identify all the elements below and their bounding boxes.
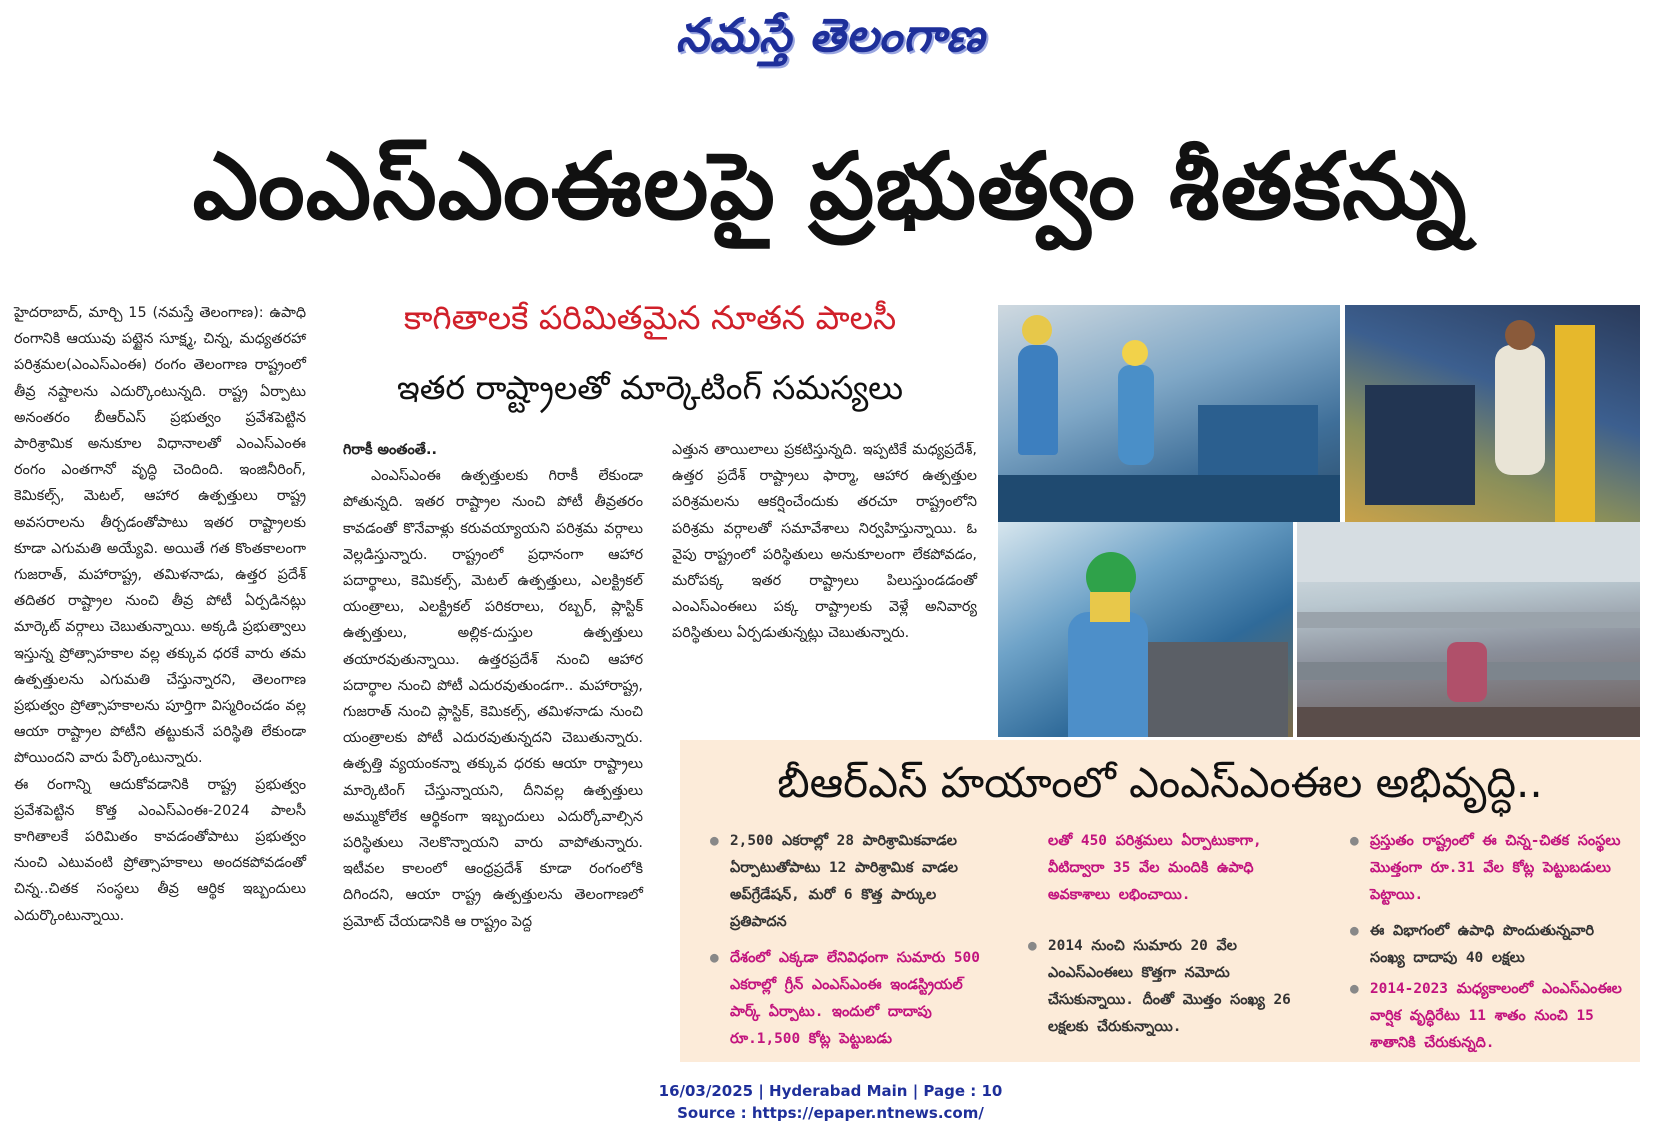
highlight-item: [1350, 976, 1632, 1057]
newspaper-masthead: నమస్తే తెలంగాణ: [675, 8, 986, 62]
factory-photo-garment-workers: [1297, 522, 1640, 737]
highlight-text: దేశంలో ఎక్కడా లేనివిధంగా సుమారు 500 ఎకరాల్లో గ్రీన్ ఎంఎస్ఎంఈ ఇండస్ట్రియల్ పార్క్ ఏర్పాటు. ఇందులో దాదాపు రూ.1,500 కోట్ల పెట్టుబడు: [730, 950, 980, 1047]
bullet-dot-icon: ●: [1350, 981, 1359, 997]
column2-text: ఎంఎస్ఎంఈ ఉత్పత్తులకు గిరాకీ లేకుండా పోతున్నది. ఇతర రాష్ట్రాల నుంచి పోటీ తీవ్రతరం కావడంతో కొనేవాళ్లు కరువయ్యాయని పరిశ్రమ వర్గాలు వెల్లడిస్తున్నారు. రాష్ట్రంలో ప్రధానంగా ఆహార పదార్థాలు, కెమికల్స్, మెటల్ ఉత్పత్తులు, ఎలక్ట్రికల్ యంత్రాలు, ఎలక్ట్రికల్ పరికరాలు, రబ్బర్, ప్లాస్టిక్ ఉత్పత్తులు, అల్లిక-దుస్తుల ఉత్పత్తులు తయారవుతున్నాయి. ఉత్తరప్రదేశ్ నుంచి ఆహార పదార్థాల నుంచి పోటీ ఎదురవుతుండగా.. మహారాష్ట్ర, గుజరాత్ నుంచి ప్లాస్టిక్, కెమికల్స్, తమిళనాడు నుంచి యంత్రాలకు పోటీ ఎదురవుతున్నదని చెబుతున్నారు. ఉత్పత్తి వ్యయంకన్నా తక్కువ ధరకు ఆయా రాష్ట్రాలు మార్కెటింగ్ చేస్తున్నాయని, దీనివల్ల ఉత్పత్తులు అమ్ముకోలేక ఆర్థికంగా ఇబ్బందులు ఎదుర్కోవాల్సిన పరిస్థితులు నెలకొన్నాయని వారు వాపోతున్నారు. ఇటీవల కాలంలో ఆంధ్రప్రదేశ్ కూడా రంగంలోకి దిగిందని, ఆయా రాష్ట్ర ఉత్పత్తులను తెలంగాణలో ప్రమోట్ చేయడానికి ఆ రాష్ట్రం పెద్ద: [343, 468, 643, 930]
highlight-item: [1028, 933, 1298, 1041]
column1-paragraph-2: ఈ రంగాన్ని ఆదుకోవడానికి రాష్ట్ర ప్రభుత్వం ప్రవేశపెట్టిన కొత్త ఎంఎస్ఎంఈ-2024 పాలసీ కాగితాలకే పరిమితం కావడంతోపాటు ప్రభుత్వం నుంచి ఎటువంటి ప్రోత్సాహకాలు అందకపోవడంతో చిన్న..చితక సంస్థలు తీవ్ర ఆర్థిక ఇబ్బందులు ఎదుర్కొంటున్నాయి.: [14, 776, 306, 924]
headline: ఎంఎస్ఎంఈలపై ప్రభుత్వం శీతకన్ను: [192, 133, 1468, 240]
kicker-red: కాగితాలకే పరిమితమైన నూతన పాలసీ: [403, 298, 897, 337]
column3-text: ఎత్తున తాయిలాలు ప్రకటిస్తున్నది. ఇప్పటికే మధ్యప్రదేశ్, ఉత్తర ప్రదేశ్ రాష్ట్రాలు ఫార్మా, ఆహార ఉత్పత్తుల పరిశ్రమలను ఆకర్షించేందుకు తరచూ రాష్ట్రంలోని పరిశ్రమ వర్గాలతో సమావేశాలు నిర్వహిస్తున్నాయి. ఓ వైపు రాష్ట్రంలో పరిస్థితులు అనుకూలంగా లేకపోవడం, మరోపక్క ఇతర రాష్ట్రాలు పిలుస్తుండడంతో ఎంఎస్ఎంఈలు పక్క రాష్ట్రాలకు వెళ్లే అనివార్య పరిస్థితులు ఏర్పడుతున్నట్లు చెబుతున్నారు.: [672, 442, 977, 642]
highlight-text: ఈ విభాగంలో ఉపాధి పొందుతున్నవారి సంఖ్య దాదాపు 40 లక్షలు: [1370, 923, 1595, 966]
bullet-dot-icon: ●: [710, 950, 719, 966]
highlight-item: [1350, 918, 1632, 972]
highlight-text: ప్రస్తుతం రాష్ట్రంలో ఈ చిన్న-చితక సంస్థలు మొత్తంగా రూ.31 వేల కోట్ల పెట్టుబడులు పెట్టాయి.: [1370, 833, 1621, 903]
highlight-text: 2,500 ఎకరాల్లో 28 పారిశ్రామికవాడల ఏర్పాటుతోపాటు 12 పారిశ్రామిక వాడల అప్‌గ్రేడేషన్, మరో 6 కొత్త పార్కుల ప్రతిపాదన: [730, 833, 958, 930]
bullet-dot-icon: ●: [1350, 923, 1359, 939]
highlight-item: [710, 945, 995, 1053]
highlight-text: 2014-2023 మధ్యకాలంలో ఎంఎస్ఎంఈల వార్షిక వృద్ధిరేటు 11 శాతం నుంచి 15 శాతానికి చేరుకున్నది.: [1370, 981, 1622, 1051]
footer-date-edition: 16/03/2025 | Hyderabad Main | Page : 10: [658, 1082, 1003, 1100]
bullet-dot-icon: ●: [1350, 833, 1359, 849]
article-column-1: [14, 300, 306, 929]
column1-paragraph-1: హైదరాబాద్, మార్చి 15 (నమస్తే తెలంగాణ): ఉపాధి రంగానికి ఆయువు పట్టైన సూక్ష్మ, చిన్న, మధ్యతరహా పరిశ్రమల(ఎంఎస్ఎంఈ) రంగం తెలంగాణ రాష్ట్రంలో తీవ్ర నష్టాలను ఎదుర్కొంటున్నది. రాష్ట్ర ఏర్పాటు అనంతరం బీఆర్ఎస్ ప్రభుత్వం ప్రవేశపెట్టిన పారిశ్రామిక అనుకూల విధానాలతో ఎంఎస్ఎంఈ రంగం ఎంతగానో వృద్ధి చెందింది. ఇంజినీరింగ్, కెమికల్స్, మెటల్, ఆహార ఉత్పత్తులు రాష్ట్ర అవసరాలను తీర్చడంతోపాటు ఇతర రాష్ట్రాలకు కూడా ఎగుమతి అయ్యేవి. అయితే గత కొంతకాలంగా గుజరాత్, మహారాష్ట్ర, తమిళనాడు, ఉత్తర ప్రదేశ్ తదితర రాష్ట్రాల నుంచి తీవ్ర పోటీ ఏర్పడినట్లు మార్కెట్ వర్గాలు చెబుతున్నాయి. అక్కడి ప్రభుత్వాలు ఇస్తున్న ప్రోత్సాహకాల వల్ల తక్కువ ధరకే వారు తమ ఉత్పత్తులను ఎగుమతి చేస్తున్నారని, తెలంగాణ ప్రభుత్వం ప్రోత్సాహకాలను పూర్తిగా విస్మరించడం వల్ల ఆయా రాష్ట్రాల పోటీని తట్టుకునే పరిస్థితి లేకుండా పోయిందని వారు పేర్కొంటున్నారు.: [14, 305, 306, 767]
bullet-dot-icon: ●: [710, 833, 719, 849]
article-column-2: [343, 437, 643, 935]
highlight-item: [710, 828, 995, 936]
article-column-3: [672, 437, 977, 647]
highlight-item: [1048, 828, 1298, 909]
factory-photo-worker-green-helmet: [998, 522, 1293, 737]
highlights-title: బీఆర్ఎస్ హయాంలో ఎంఎస్ఎంఈల అభివృద్ధి..: [777, 758, 1543, 807]
column2-subheading: గిరాకీ అంతంతే..: [343, 442, 437, 458]
highlight-text: లతో 450 పరిశ్రమలు ఏర్పాటుకాగా, వీటిద్వారా 35 వేల మందికి ఉపాధి అవకాశాలు లభించాయి.: [1048, 833, 1262, 903]
factory-photo-machine-operator: [1345, 305, 1640, 522]
bullet-dot-icon: ●: [1028, 938, 1037, 954]
kicker-black: ఇతర రాష్ట్రాలతో మార్కెటింగ్ సమస్యలు: [396, 368, 903, 407]
footer-source-link[interactable]: Source : https://epaper.ntnews.com/: [677, 1104, 984, 1122]
highlight-item: [1350, 828, 1632, 909]
factory-photo-workers: [998, 305, 1340, 522]
highlight-text: 2014 నుంచి సుమారు 20 వేల ఎంఎస్ఎంఈలు కొత్తగా నమోదు చేసుకున్నాయి. దీంతో మొత్తం సంఖ్య 26 లక్షలకు చేరుకున్నాయి.: [1048, 938, 1291, 1035]
